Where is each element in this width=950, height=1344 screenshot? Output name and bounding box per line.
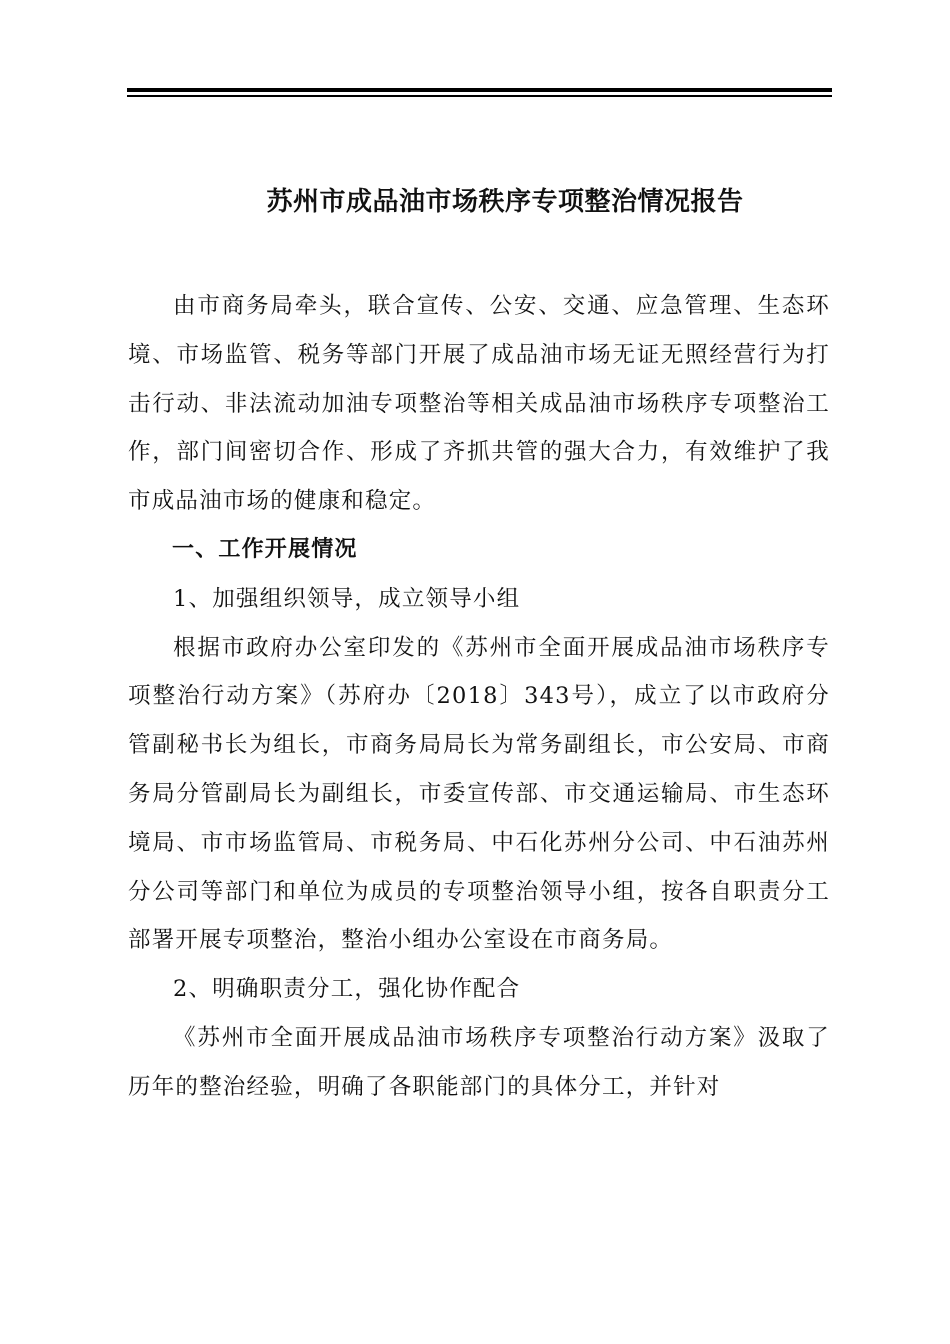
header-rule-thick: [127, 88, 832, 92]
section-heading: 一、工作开展情况: [172, 536, 358, 562]
document-body: [128, 282, 830, 1112]
subsection-heading: 2、明确职责分工，强化协作配合: [173, 976, 521, 1003]
intro-paragraph: 由市商务局牵头，联合宣传、公安、交通、应急管理、生态环境、市场监管、税务等部门开展了成品油市场无证无照经营行为打击行动、非法流动加油专项整治等相关成品油市场秩序专项整治工作，部门间密切合作、形成了齐抓共管的强大合力，有效维护了我市成品油市场的健康和稳定。: [128, 293, 830, 515]
body-paragraph: 根据市政府办公室印发的《苏州市全面开展成品油市场秩序专项整治行动方案》（苏府办〔2018〕343号），成立了以市政府分管副秘书长为组长，市商务局局长为常务副组长，市公安局、市商务局分管副局长为副组长，市委宣传部、市交通运输局、市生态环境局、市市场监管局、市税务局、中石化苏州分公司、中石油苏州分公司等部门和单位为成员的专项整治领导小组，按各自职责分工部署开展专项整治，整治小组办公室设在市商务局。: [128, 634, 830, 954]
body-paragraph: 《苏州市全面开展成品油市场秩序专项整治行动方案》汲取了历年的整治经验，明确了各职能部门的具体分工，并针对: [128, 1024, 830, 1100]
header-rule-thin: [127, 95, 832, 97]
document-title: 苏州市成品油市场秩序专项整治情况报告: [266, 187, 744, 217]
subsection-heading: 1、加强组织领导，成立领导小组: [173, 585, 521, 612]
